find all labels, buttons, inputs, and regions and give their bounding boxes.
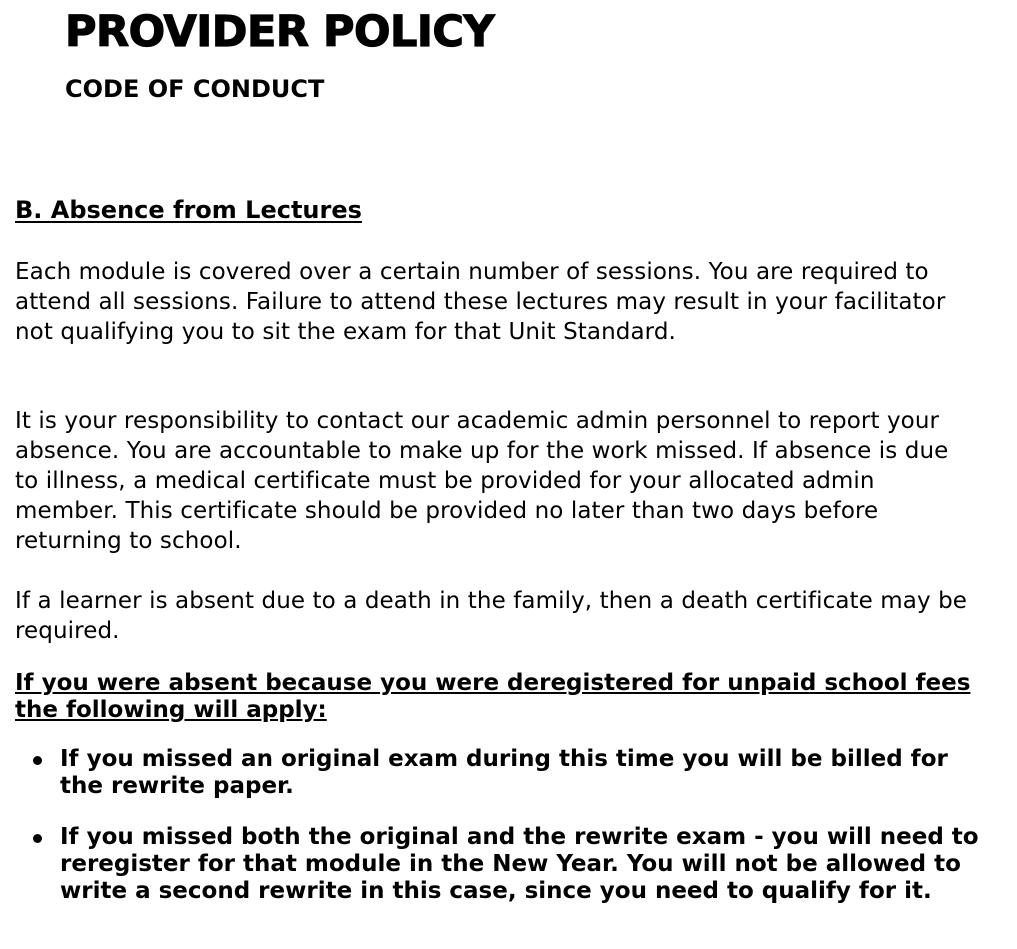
list-item xyxy=(15,746,995,800)
bullet-icon xyxy=(33,756,42,765)
list-item-text: If you missed an original exam during this time you will be billed for the rewrite paper. xyxy=(60,746,948,799)
paragraph-attendance: Each module is covered over a certain number of sessions. You are required to attend all sessions. Failure to attend these lectures may result in your facilitator not qualifying you to sit the exam for that Unit Standard. xyxy=(15,259,946,345)
section-heading: B. Absence from Lectures xyxy=(15,196,362,224)
conditions-list xyxy=(15,746,995,929)
bullet-icon xyxy=(33,834,42,843)
paragraph-responsibility: It is your responsibility to contact our academic admin personnel to report your absence. You are accountable to make up for the work missed. If absence is due to illness, a medical certificate must be provided for your allocated admin member. This certificate should be provided no later than two days before returning to school. xyxy=(15,408,949,554)
deregistration-notice: If you were absent because you were deregistered for unpaid school fees the following will apply: xyxy=(15,670,971,723)
list-item xyxy=(15,824,995,905)
paragraph-death-certificate: If a learner is absent due to a death in the family, then a death certificate may be required. xyxy=(15,588,968,644)
page-subtitle: CODE OF CONDUCT xyxy=(65,75,325,103)
list-item-text: If you missed both the original and the rewrite exam - you will need to reregister for that module in the New Year. You will not be allowed to write a second rewrite in this case, since you need to qualify for it. xyxy=(60,824,979,904)
page-title: PROVIDER POLICY xyxy=(65,7,495,57)
